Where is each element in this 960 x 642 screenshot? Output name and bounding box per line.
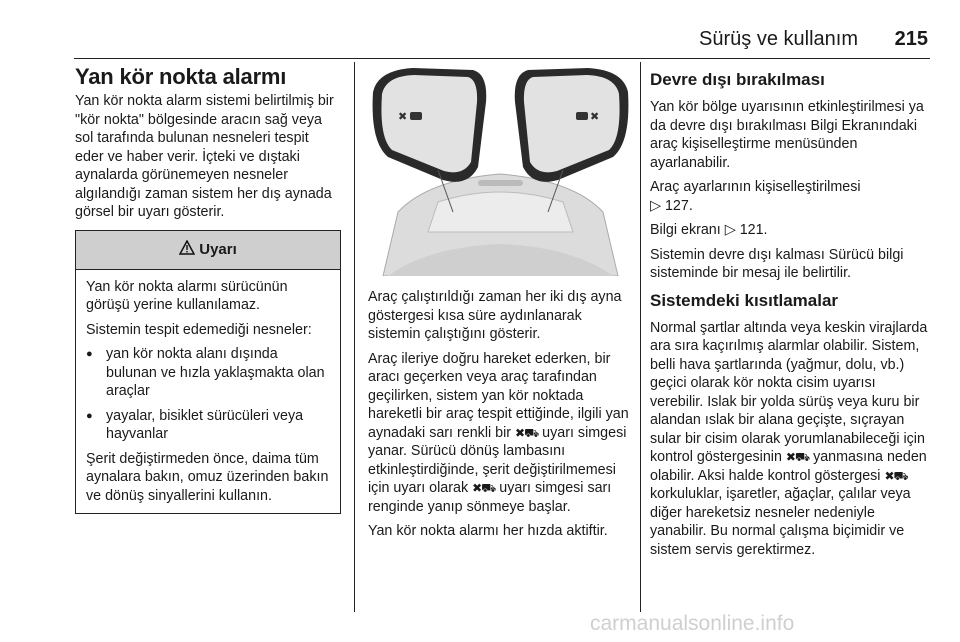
warning-box	[75, 230, 341, 515]
warning-body	[76, 270, 340, 514]
column-right	[650, 62, 930, 565]
column-left	[75, 62, 341, 514]
watermark: carmanualsonline.info	[590, 612, 795, 635]
page-ref-link[interactable]: 127.	[664, 197, 693, 214]
paragraph: Normal şartlar altında veya keskin virajlarda ara sıra kaçırılmış alarmlar olabilir. Sistem, belli hava şartlarında (yağmur, dolu, vb.) geçici olarak kör nokta cisim uyarısı verebilir. Islak bir yolda sürüş veya kuru bir alandan ıslak bir alana geçişte, sıçrayan sular bir cisim olarak yorumlanabileceği için kontrol göstergesinin ✖⛟ yanmasına neden olabilir. Aksi halde kontrol göstergesi ✖⛟ korkuluklar, işaretler, ağaçlar, çalılar veya diğer hareketsiz nesneler nedeniyle yanabilir. Bu normal çalışma biçimidir ve sistem servis gerektirmez.	[650, 319, 928, 558]
subheading: Sistemdeki kısıtlamalar	[650, 290, 839, 310]
paragraph: Sistemin devre dışı kalması Sürücü bilgi sisteminde bir mesaj ile belirtilir.	[650, 246, 904, 281]
warning-label: Uyarı	[199, 241, 237, 258]
column-divider	[640, 62, 641, 612]
column-middle	[368, 62, 633, 547]
list-item: ● yayalar, bisiklet sürücüleri veya hayvanlar	[86, 407, 330, 444]
column-divider	[354, 62, 355, 612]
blind-spot-warning-icon: ✖⛟	[884, 468, 908, 483]
svg-text:✖: ✖	[590, 110, 600, 123]
paragraph: Bilgi ekranı ▷ 121.	[650, 222, 768, 238]
page-header	[670, 28, 928, 54]
paragraph: Yan kör bölge uyarısının etkinleştirilmesi ya da devre dışı bırakılması Bilgi Ekranındaki araç kişiselleştirme menüsünden ayarlanabilir.	[650, 99, 924, 171]
list-item: ● yan kör nokta alanı dışında bulunan ve hızla yaklaşmakta olan araçlar	[86, 345, 330, 401]
warning-text: Şerit değiştirmeden önce, daima tüm aynalara bakın, omuz üzerinden bakın ve dönüş sinyallerini kullanın.	[86, 450, 329, 504]
page-number: 215	[894, 28, 928, 50]
blind-spot-warning-icon: ✖⛟	[515, 425, 539, 440]
page-ref-link[interactable]: 121.	[739, 222, 768, 238]
blind-spot-warning-icon: ✖⛟	[785, 450, 810, 464]
paragraph: Yan kör nokta alarmı her hızda aktiftir.	[368, 523, 608, 539]
paragraph: Araç çalıştırıldığı zaman her iki dış ayna göstergesi kısa süre aydınlanarak sistemin çalıştığını gösterir.	[368, 289, 622, 342]
subheading: Devre dışı bırakılması	[650, 70, 825, 89]
warning-icon	[179, 240, 195, 260]
section-title: Sürüş ve kullanım	[699, 28, 858, 50]
page-ref-icon: ▷	[724, 222, 736, 238]
warning-text: Sistemin tespit edemediği nesneler:	[86, 321, 312, 338]
intro-paragraph: Yan kör nokta alarm sistemi belirtilmiş bir "kör nokta" bölgesinde aracın sağ veya sol tarafında bulunan nesneleri tespit eder ve haber verir. İçteki ve dıştaki aynalarda görünemeyen nesneler algılandığı zaman sistem her dış aynada görsel bir uyarı gösterir.	[75, 93, 334, 220]
mirror-illustration	[368, 62, 633, 276]
warning-header	[76, 231, 340, 270]
page-ref-icon: ▷	[650, 197, 661, 214]
blind-spot-warning-icon: ✖⛟	[472, 481, 496, 495]
header-rule	[74, 58, 930, 59]
warning-list	[86, 345, 330, 444]
warning-text: Yan kör nokta alarmı sürücünün görüşü yerine kullanılamaz.	[86, 278, 288, 313]
section-heading: Yan kör nokta alarmı	[75, 64, 287, 89]
svg-text:✖: ✖	[398, 110, 408, 123]
paragraph: Araç ileriye doğru hareket ederken, bir aracı geçerken veya araç tarafından geçilirken, sistem yan kör noktada hareketli bir araç tespit ettiğinde, ilgili yan aynadaki sarı renkli bir ✖⛟ uyarı simgesi yanar. Sürücü dönüş lambasını etkinleştirdiğinde, şerit değiştirilmemesi için uyarı olarak ✖⛟ uyarı simgesi sarı renginde yanıp sönmeye başlar.	[368, 350, 629, 515]
paragraph: Araç ayarlarının kişiselleştirilmesi ▷ 127.	[650, 179, 861, 214]
